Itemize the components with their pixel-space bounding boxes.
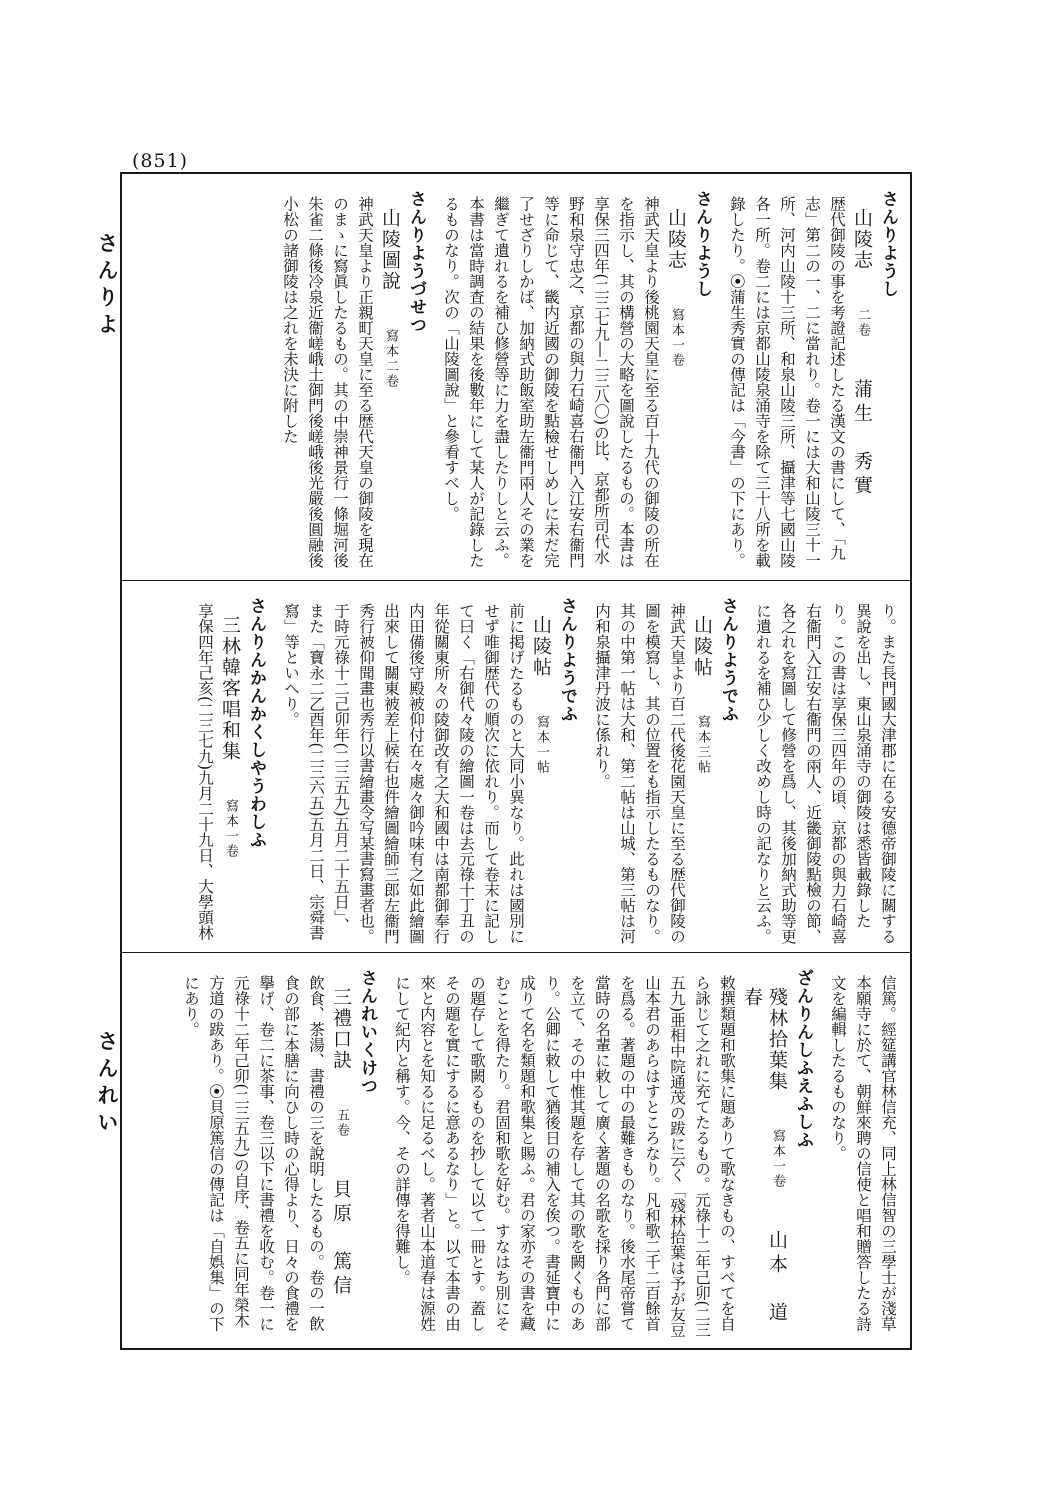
entry-volumes: 二卷 bbox=[855, 308, 870, 338]
entry-title: 山陵圖說 bbox=[379, 208, 401, 292]
entry-heading bbox=[689, 615, 715, 945]
section-text bbox=[122, 174, 910, 580]
section-band bbox=[122, 952, 910, 1349]
entry-title: 山陵帖 bbox=[691, 615, 713, 678]
entry-title: 三禮口訣 bbox=[330, 987, 352, 1071]
entry-author: 山本 道春 bbox=[741, 987, 788, 1326]
entry-volumes: 寫本一卷 bbox=[770, 1129, 785, 1189]
entry-title: 殘林拾葉集 bbox=[766, 987, 788, 1092]
entry-volumes: 寫本一卷 bbox=[669, 308, 684, 368]
entry-body: 神武天皇より正親町天皇に至る歴代天皇の御陵を現在のまゝに寫眞したるもの。其の中崇神景行一條堀河後朱雀二條後冷泉近衞嵯峨土御門後嵯峨後光嚴後圓融後小松の諸御陵は之れを未決に附した bbox=[281, 196, 374, 568]
entry-reading: さんりんかんかくしやうわしふ bbox=[246, 597, 266, 849]
entry-author: 蒲生 秀實 bbox=[851, 379, 873, 499]
section-text bbox=[122, 581, 910, 953]
entry-reading: ざんりんしふえふしふ bbox=[793, 969, 813, 1149]
entry-heading bbox=[739, 987, 790, 1341]
dictionary-entry bbox=[178, 969, 379, 1341]
entry-title: 山陵志 bbox=[851, 208, 873, 271]
entry-reading: さんりようづせつ bbox=[406, 190, 426, 334]
dictionary-entry bbox=[825, 969, 900, 1341]
entry-reading: さんりようでふ bbox=[557, 597, 577, 723]
entry-reading: さんりようし bbox=[878, 190, 898, 298]
entry-volumes: 寫本一卷 bbox=[223, 799, 238, 859]
entry-body: 神武天皇より百二代後花園天皇に至る歴代御陵の圖を模寫し、其の位置をも指示したるものなり。其の中第一帖は大和、第二帖は山城、第三帖は河内和泉攝津丹波に係れり。 bbox=[593, 603, 686, 944]
entry-title: 山陵帖 bbox=[530, 615, 552, 678]
entry-body: 享保四年己亥(二三七九)九月二十九日、大學頭林 bbox=[196, 603, 214, 941]
section-band bbox=[122, 580, 910, 953]
entry-body: 信篤。經筵講官林信充、同上林信智の三學士が淺草本願寺に於て、朝鮮來聘の信使と唱和贈答したる詩文を編輯したるものなり。 bbox=[829, 975, 897, 1332]
section-band bbox=[122, 174, 910, 580]
entry-heading bbox=[663, 208, 689, 572]
entry-reading: さんりようでふ bbox=[718, 597, 738, 723]
entry-heading bbox=[528, 615, 554, 945]
entry-volumes: 寫本二卷 bbox=[383, 329, 398, 389]
dictionary-entry bbox=[438, 190, 714, 572]
running-head-upper: さんりよ bbox=[95, 232, 120, 340]
entry-heading bbox=[849, 208, 875, 572]
entry-body: 前に掲げたるものと大同小異なり。此れは國別にせず唯御歴代の順次に依れり。而して卷末に記して曰く「右御代々陵の繪圖一卷は去元祿十丁丑の年從關東所々の陵御改有之大和國中は南都御奉行内田備後守殿被仰付在々處々御吟味有之如此繪圖出來して關東被差上候右也件繪圖繪師三郎左衞門秀行被仰聞畫也秀行以書繪畫令写某書寫畫者也。于時元祿十二己卯年(二三五九)五月二十五日」、また「寶永二乙酉年(二三六五)五月二日、宗舜書寫」等といへり。 bbox=[282, 603, 525, 944]
entry-title: 山陵志 bbox=[665, 208, 687, 271]
dictionary-entry bbox=[750, 597, 900, 945]
entry-body: 歴代御陵の事を考證記述したる漢文の書にして、「九志」第二の一、二に當れり。卷一には大和山陵三十一所、河内山陵十三所、和泉山陵三所、攝津等七國山陵各一所。卷二には京都山陵泉涌寺を除て三十八所を載錄したり。⦿蒲生秀實の傳記は「今書」の下にあり。 bbox=[728, 196, 846, 569]
dictionary-entry bbox=[277, 190, 428, 572]
entry-author: 貝原 篤信 bbox=[330, 1179, 352, 1299]
section-text bbox=[122, 953, 910, 1349]
entry-body: 敕撰類題和歌集に題ありて歌なきもの、すべてを自ら詠じて之れに充てたるもの。元祿十二年己卯(二三五九)亜相中院通茂の跋に云く「殘林拾葉は予が友豆山本君のあらはすところなり。凡和歌二千二百餘首を爲る。著題の中の最難きものなり。後水尾帝嘗て當時の名輩に敕して廣く著題の名歌を採り各門に部を立て、その中惟其題を存して其の歌を闕くものあり。公卿に敕して猶後日の補入を俟つ。書延寶中に成りて名を類題和歌集と賜ふ。君の家亦その書を藏むことを得たり。君固和歌を好む。すなはち別にその題存して歌闕るものを抄して以て一冊とす。蓋しその題を實にするに意あるなり」と。以て本書の由來と内容とを知るに足るべし。著者山本道春は源姓にして紀内と稱す。今、その詳傳を得難し。 bbox=[393, 975, 736, 1338]
entry-body: 神武天皇より後桃園天皇に至る百十九代の御陵の所在を指示し、其の構營の大略を圖說したるもの。本書は享保三四年(二三七九―二三八〇)の比、京都所司代水野和泉守忠之、京都の與力石崎喜右衞門入江安右衞門等に命じて、畿内近國の御陵を點檢せしめしに未だ完了せざりしかば、加納式助飯室助左衞門兩人その業を繼ぎて遺れるを補ひ修營等に力を盡したりしと云ふ。本書は當時調査の結果を後數年にして某人が記錄したるものなり。次の「山陵圖說」と參看すべし。 bbox=[442, 196, 660, 568]
entry-body: り。また長門國大津郡に在る安德帝御陵に關する異說を出し、東山泉涌寺の御陵は悉皆載錄したり。この書は享保三四年の頃、京都の與力石崎喜右衞門入江安右衞門の兩人、近畿御陵點檢の節、各之れを寫圖して修營を爲し、其後加納式助等更に遺れるを補ひ少しく改めし時の記なりと云ふ。 bbox=[754, 603, 897, 944]
entry-heading bbox=[328, 987, 354, 1341]
page-frame bbox=[120, 172, 912, 1350]
entry-title: 三林韓客唱和集 bbox=[219, 615, 241, 762]
entry-reading: さんりようし bbox=[692, 190, 712, 298]
entry-volumes: 寫本一帖 bbox=[534, 715, 549, 775]
dictionary-entry bbox=[389, 969, 815, 1341]
dictionary-entry bbox=[589, 597, 740, 945]
dictionary-entry bbox=[278, 597, 579, 945]
entry-volumes: 五卷 bbox=[334, 1108, 349, 1138]
entry-body: 飲食、茶湯、書禮の三を說明したるもの。卷の一飲食の部に本膳に向ひし時の心得より、日々の食禮を擧げ、卷二に茶事、卷三以下に書禮を收む。卷一に元祿十二年己卯(二三五九)の自序、卷五に同年榮木方道の跋あり。⦿貝原篤信の傳記は「自娯集」の下にあり。 bbox=[182, 975, 325, 1332]
dictionary-entry bbox=[192, 597, 268, 945]
entry-heading bbox=[217, 615, 243, 945]
entry-volumes: 寫本三帖 bbox=[695, 715, 710, 775]
entry-reading: さんれいくけつ bbox=[357, 969, 377, 1095]
entry-heading bbox=[377, 208, 403, 572]
dictionary-entry bbox=[724, 190, 900, 572]
running-head-lower: さんれい bbox=[95, 1030, 120, 1138]
page-number: (851) bbox=[132, 150, 189, 172]
